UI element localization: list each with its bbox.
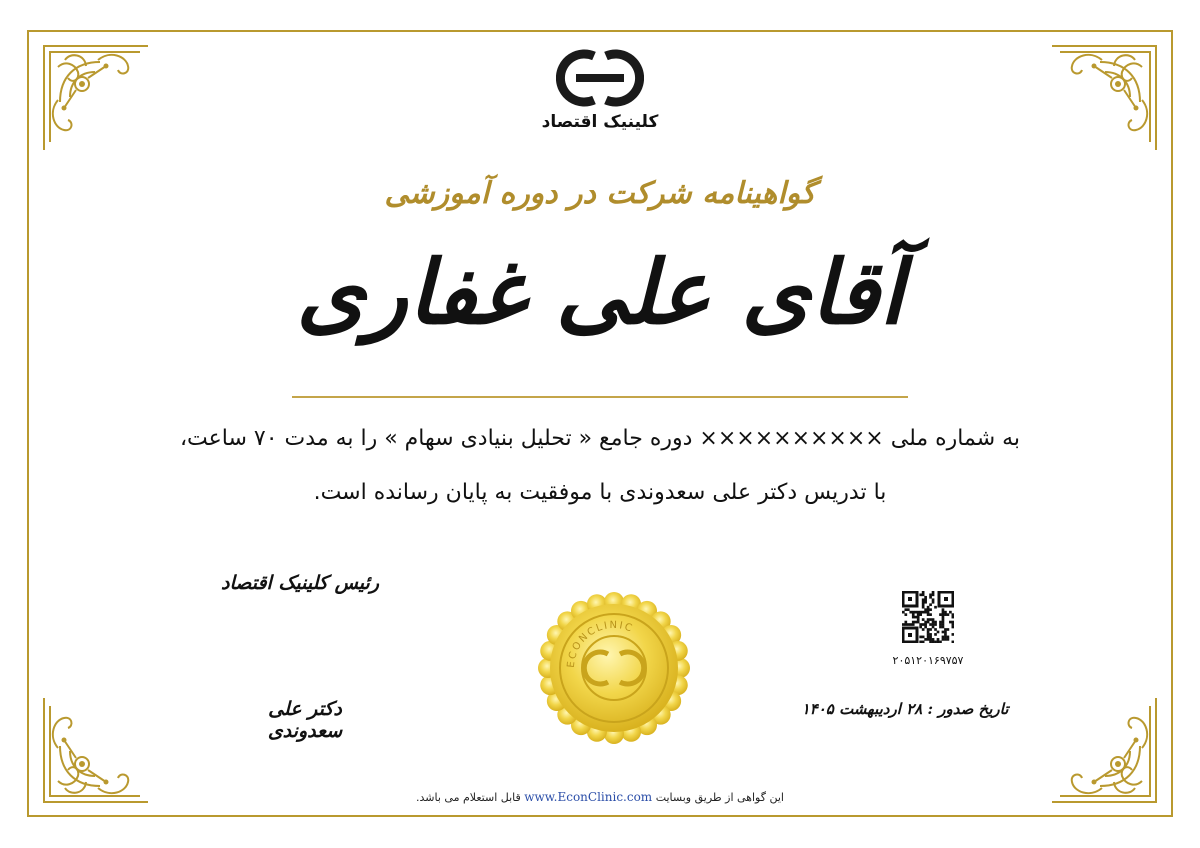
certificate-serial: ۲۰۵۱۲۰۱۶۹۷۵۷ — [892, 654, 964, 667]
divider — [292, 396, 908, 398]
certificate-text-line-1: به شماره ملی ×××××××××× دوره جامع « تحلیل بنیادی سهام » را به مدت ۷۰ ساعت، — [179, 426, 1021, 451]
signatory-title: رئیس کلینیک اقتصاد — [220, 572, 379, 594]
ornament-corner-top-right — [1048, 42, 1160, 154]
recipient-name: آقای علی غفاری — [296, 240, 904, 344]
certificate-text-line-2: با تدریس دکتر علی سعدوندی با موفقیت به پایان رسانده است. — [313, 480, 887, 505]
brand-name: کلینیک اقتصاد — [541, 112, 659, 132]
certificate-title: گواهینامه شرکت در دوره آموزشی — [384, 176, 816, 211]
website-link[interactable]: www.EconClinic.com — [524, 790, 653, 804]
footer-text-before: این گواهی از طریق وبسایت — [655, 791, 784, 804]
ornament-corner-bottom-right — [1048, 694, 1160, 806]
signatory-name: دکتر علی سعدوندی — [267, 698, 343, 742]
ornament-corner-bottom-left — [40, 694, 152, 806]
qr-code-icon — [902, 591, 954, 643]
gold-seal-icon — [538, 592, 690, 744]
econclinic-logo-icon — [556, 48, 644, 108]
footer-text-after: قابل استعلام می باشد. — [416, 791, 521, 804]
issue-date: تاریخ صدور : ۲۸ اردیبهشت ۱۴۰۵ — [801, 700, 1009, 718]
seal-text: ECONCLINIC — [565, 619, 636, 669]
footer-note — [300, 790, 900, 804]
ornament-corner-top-left — [40, 42, 152, 154]
